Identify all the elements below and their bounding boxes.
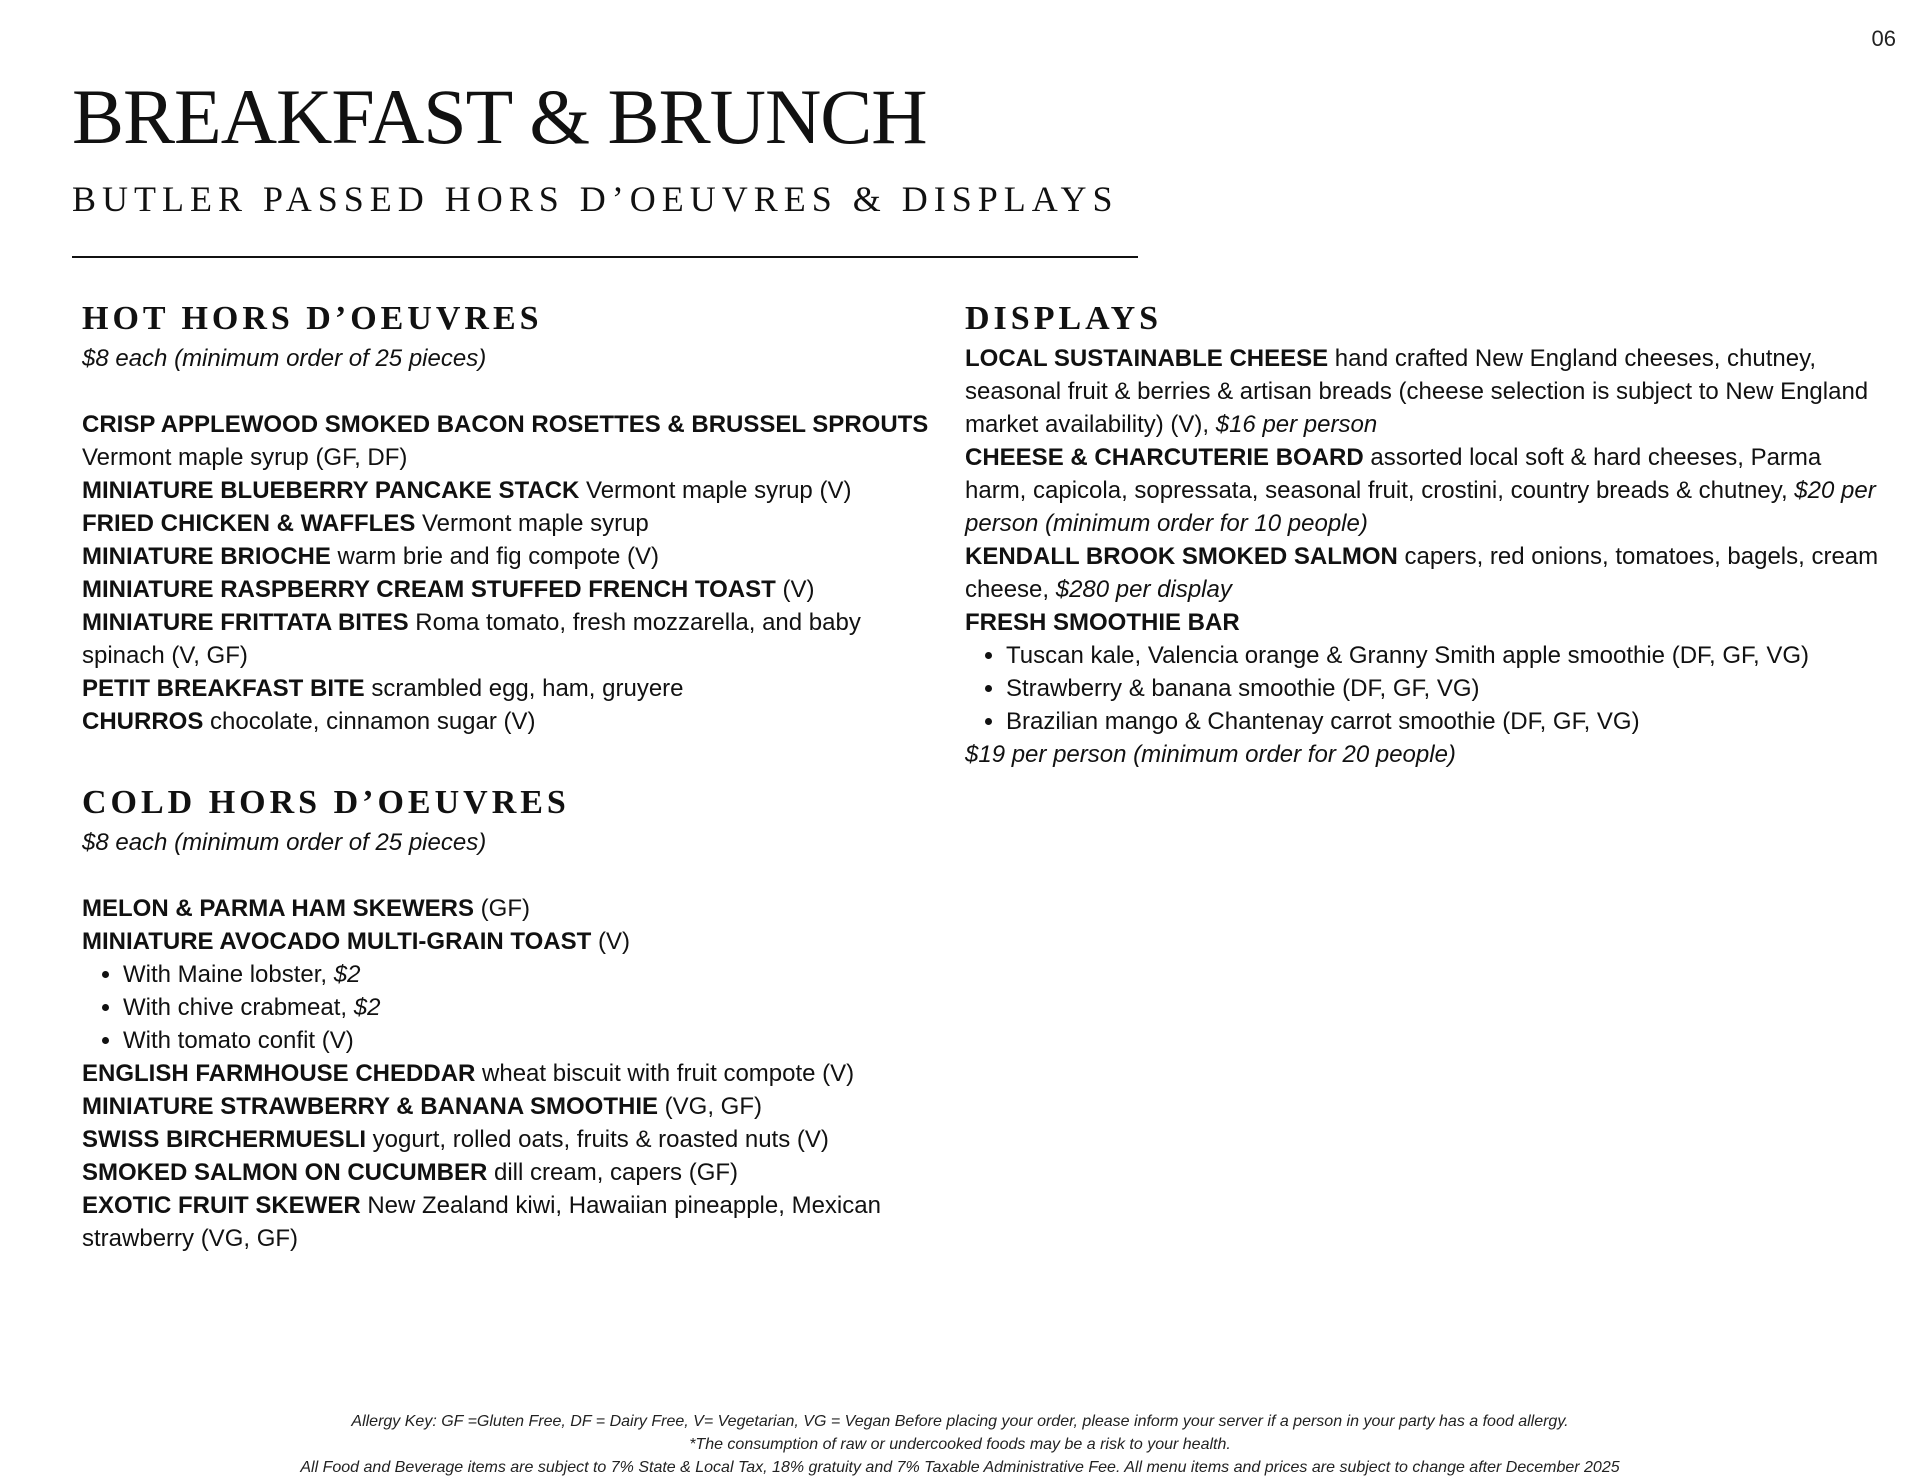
tax-disclaimer: All Food and Beverage items are subject to 7% State & Local Tax, 18% gratuity and 7% Taxable Administrative Fee. All menu items and prices are subject to change after December 2025 — [300, 1459, 1620, 1476]
item-description: wheat biscuit with fruit compote (V) — [475, 1060, 855, 1087]
page-number: 06 — [1871, 26, 1896, 51]
menu-item — [82, 606, 942, 672]
item-name: KENDALL BROOK SMOKED SALMON — [965, 543, 1398, 570]
right-column — [965, 296, 1885, 771]
item-price: $16 per person — [1215, 411, 1378, 438]
menu-item — [82, 1156, 942, 1189]
item-name: MINIATURE STRAWBERRY & BANANA SMOOTHIE — [82, 1093, 658, 1120]
item-name: MINIATURE BLUEBERRY PANCAKE STACK — [82, 477, 580, 504]
item-name: CHURROS — [82, 708, 204, 735]
cold-section-note: $8 each (minimum order of 25 pieces) — [82, 829, 487, 856]
item-name: MINIATURE AVOCADO MULTI-GRAIN TOAST — [82, 928, 592, 955]
menu-item — [82, 1189, 942, 1255]
item-name: MINIATURE BRIOCHE — [82, 543, 331, 570]
item-name: FRIED CHICKEN & WAFFLES — [82, 510, 416, 537]
menu-item — [82, 672, 942, 705]
footer — [0, 1410, 1920, 1479]
item-name: EXOTIC FRUIT SKEWER — [82, 1192, 361, 1219]
item-description: (GF) — [474, 895, 530, 922]
item-description: hand crafted New England cheeses, chutney, seasonal fruit & berries & artisan breads (cheese selection is subject to New England market availability) (V), — [965, 345, 1869, 438]
display-item — [965, 441, 1885, 540]
list-item: • Tuscan kale, Valencia orange & Granny Smith apple smoothie (DF, GF, VG) — [1006, 639, 1885, 672]
hot-section-heading: HOT HORS D’OEUVRES — [82, 300, 543, 337]
item-name: MELON & PARMA HAM SKEWERS — [82, 895, 474, 922]
toast-options-list — [82, 958, 942, 1057]
option-price: $2 — [353, 994, 381, 1021]
menu-item — [82, 540, 942, 573]
item-description: (VG, GF) — [658, 1093, 762, 1120]
display-item — [965, 606, 1885, 639]
menu-item — [82, 408, 942, 474]
option-price: $2 — [333, 961, 361, 988]
item-description: assorted local soft & hard cheeses, Parma harm, capicola, sopressata, seasonal fruit, crostini, country breads & chutney, — [965, 444, 1822, 504]
item-name: LOCAL SUSTAINABLE CHEESE — [965, 345, 1329, 372]
item-price: $280 per display — [1055, 576, 1232, 603]
page-subtitle: BUTLER PASSED HORS D’OEUVRES & DISPLAYS — [72, 179, 1119, 219]
allergy-key: Allergy Key: GF =Gluten Free, DF = Dairy Free, V= Vegetarian, VG = Vegan Before placing your order, please inform your server if a person in your party has a food allergy. — [351, 1413, 1569, 1430]
item-description: Vermont maple syrup — [415, 510, 649, 537]
item-description: (V) — [591, 928, 630, 955]
item-description: chocolate, cinnamon sugar (V) — [203, 708, 536, 735]
list-item: • With Maine lobster, $2 — [123, 958, 942, 991]
menu-item — [82, 1057, 942, 1090]
cold-section-heading: COLD HORS D’OEUVRES — [82, 784, 570, 821]
display-item — [965, 342, 1885, 441]
item-description: scrambled egg, ham, gruyere — [364, 675, 684, 702]
item-name: ENGLISH FARMHOUSE CHEDDAR — [82, 1060, 476, 1087]
list-item: • With tomato confit (V) — [123, 1024, 942, 1057]
menu-item — [82, 925, 942, 958]
list-item: • Strawberry & banana smoothie (DF, GF, VG) — [1006, 672, 1885, 705]
menu-item — [82, 1123, 942, 1156]
item-description: Vermont maple syrup (GF, DF) — [82, 444, 408, 471]
item-description: New Zealand kiwi, Hawaiian pineapple, Mexican strawberry (VG, GF) — [82, 1192, 881, 1252]
item-name: CRISP APPLEWOOD SMOKED BACON ROSETTES & BRUSSEL SPROUTS — [82, 411, 929, 438]
list-item: • Brazilian mango & Chantenay carrot smoothie (DF, GF, VG) — [1006, 705, 1885, 738]
menu-item — [82, 507, 942, 540]
item-description: Roma tomato, fresh mozzarella, and baby spinach (V, GF) — [82, 609, 861, 669]
menu-item — [82, 1090, 942, 1123]
item-name: CHEESE & CHARCUTERIE BOARD — [965, 444, 1364, 471]
item-name: PETIT BREAKFAST BITE — [82, 675, 365, 702]
smoothie-list — [965, 639, 1885, 738]
item-name: SWISS BIRCHERMUESLI — [82, 1126, 367, 1153]
item-description: warm brie and fig compote (V) — [330, 543, 660, 570]
item-name: FRESH SMOOTHIE BAR — [965, 609, 1240, 636]
item-description: (V) — [775, 576, 815, 603]
raw-food-warning: *The consumption of raw or undercooked foods may be a risk to your health. — [689, 1436, 1231, 1453]
item-name: MINIATURE RASPBERRY CREAM STUFFED FRENCH TOAST — [82, 576, 776, 603]
item-description: dill cream, capers (GF) — [487, 1159, 739, 1186]
item-description: Vermont maple syrup (V) — [579, 477, 852, 504]
smoothie-price: $19 per person (minimum order for 20 people) — [965, 741, 1456, 768]
menu-item — [82, 573, 942, 606]
list-item: • With chive crabmeat, $2 — [123, 991, 942, 1024]
menu-item — [82, 705, 942, 738]
displays-section-heading: DISPLAYS — [965, 300, 1163, 337]
item-price: $20 per person (minimum order for 10 people) — [965, 477, 1876, 537]
display-item — [965, 540, 1885, 606]
hot-section-note: $8 each (minimum order of 25 pieces) — [82, 345, 487, 372]
page-title: BREAKFAST & BRUNCH — [72, 73, 927, 160]
item-description: yogurt, rolled oats, fruits & roasted nuts (V) — [366, 1126, 829, 1153]
menu-item — [82, 892, 942, 925]
left-column — [82, 296, 942, 1255]
item-description: capers, red onions, tomatoes, bagels, cream cheese, — [965, 543, 1879, 603]
item-name: SMOKED SALMON ON CUCUMBER — [82, 1159, 488, 1186]
menu-item — [82, 474, 942, 507]
item-name: MINIATURE FRITTATA BITES — [82, 609, 409, 636]
title-divider — [72, 256, 1138, 258]
